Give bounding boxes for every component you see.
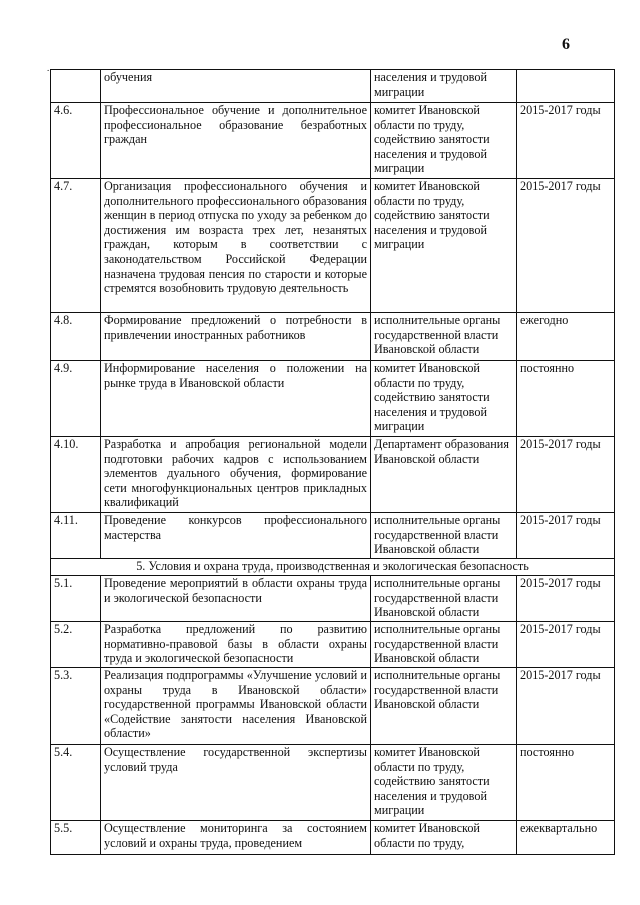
table-row <box>51 745 615 821</box>
row-period: 2015-2017 годы <box>517 179 615 313</box>
table-row <box>51 70 615 103</box>
row-number: 4.7. <box>51 179 101 313</box>
row-number: 4.10. <box>51 437 101 513</box>
row-period: ежеквартально <box>517 821 615 855</box>
margin-mark: . <box>47 63 50 73</box>
row-executor: населения и трудовой миграции <box>371 70 517 103</box>
table-row <box>51 103 615 179</box>
row-executor: исполнительные органы государственной власти Ивановской области <box>371 313 517 361</box>
row-action: Профессиональное обучение и дополнительное профессиональное образование безработных граждан <box>101 103 371 179</box>
table-row <box>51 361 615 437</box>
row-period: постоянно <box>517 745 615 821</box>
row-executor: комитет Ивановской области по труду, <box>371 821 517 855</box>
row-number: 5.1. <box>51 576 101 622</box>
row-period: 2015-2017 годы <box>517 622 615 668</box>
row-action: Разработка предложений по развитию нормативно-правовой базы в области охраны труда и экологической безопасности <box>101 622 371 668</box>
row-executor: комитет Ивановской области по труду, содействию занятости населения и трудовой миграции <box>371 745 517 821</box>
row-action: Проведение мероприятий в области охраны труда и экологической безопасности <box>101 576 371 622</box>
row-number: 5.5. <box>51 821 101 855</box>
table-row <box>51 179 615 313</box>
table-row <box>51 513 615 559</box>
row-executor: исполнительные органы государственной власти Ивановской области <box>371 668 517 745</box>
row-action: обучения <box>101 70 371 103</box>
row-number: 5.3. <box>51 668 101 745</box>
row-action: Разработка и апробация региональной модели подготовки рабочих кадров с использованием элементов дуального обучения, формирование сети многофункциональных центров прикладных квалификаций <box>101 437 371 513</box>
section-heading-row <box>51 559 615 576</box>
table-row <box>51 576 615 622</box>
row-action: Формирование предложений о потребности в привлечении иностранных работников <box>101 313 371 361</box>
table-row <box>51 821 615 855</box>
row-action: Осуществление мониторинга за состоянием условий и охраны труда, проведением <box>101 821 371 855</box>
row-period: ежегодно <box>517 313 615 361</box>
row-action: Организация профессионального обучения и дополнительного профессионального образования женщин в период отпуска по уходу за ребенком до достижения им возраста трех лет, незанятых граждан, которым в соответствии с законодательством Российской Федерации назначена трудовая пенсия по старости и которые стремятся возобновить трудовую деятельность <box>101 179 371 313</box>
row-executor: исполнительные органы государственной власти Ивановской области <box>371 513 517 559</box>
row-period: 2015-2017 годы <box>517 513 615 559</box>
row-executor: исполнительные органы государственной власти Ивановской области <box>371 622 517 668</box>
row-action: Осуществление государственной экспертизы условий труда <box>101 745 371 821</box>
row-number: 4.8. <box>51 313 101 361</box>
table-row <box>51 313 615 361</box>
row-action: Реализация подпрограммы «Улучшение условий и охраны труда в Ивановской области» государственной программы Ивановской области «Содействие занятости населения Ивановской области» <box>101 668 371 745</box>
table-row <box>51 668 615 745</box>
row-period: 2015-2017 годы <box>517 103 615 179</box>
row-executor: комитет Ивановской области по труду, содействию занятости населения и трудовой миграции <box>371 179 517 313</box>
row-number: 4.11. <box>51 513 101 559</box>
activity-table <box>50 69 615 855</box>
row-executor: Департамент образования Ивановской области <box>371 437 517 513</box>
row-number: 4.6. <box>51 103 101 179</box>
row-action: Проведение конкурсов профессионального мастерства <box>101 513 371 559</box>
table-row <box>51 622 615 668</box>
row-action: Информирование населения о положении на рынке труда в Ивановской области <box>101 361 371 437</box>
row-period: 2015-2017 годы <box>517 437 615 513</box>
row-executor: комитет Ивановской области по труду, содействию занятости населения и трудовой миграции <box>371 361 517 437</box>
row-number: 4.9. <box>51 361 101 437</box>
row-executor: исполнительные органы государственной власти Ивановской области <box>371 576 517 622</box>
row-period <box>517 70 615 103</box>
row-period: постоянно <box>517 361 615 437</box>
row-number: 5.2. <box>51 622 101 668</box>
section-title: 5. Условия и охрана труда, производственная и экологическая безопасность <box>51 559 615 576</box>
row-period: 2015-2017 годы <box>517 668 615 745</box>
row-number: 5.4. <box>51 745 101 821</box>
row-executor: комитет Ивановской области по труду, содействию занятости населения и трудовой миграции <box>371 103 517 179</box>
table-row <box>51 437 615 513</box>
row-number <box>51 70 101 103</box>
page-number: 6 <box>562 36 570 53</box>
row-period: 2015-2017 годы <box>517 576 615 622</box>
